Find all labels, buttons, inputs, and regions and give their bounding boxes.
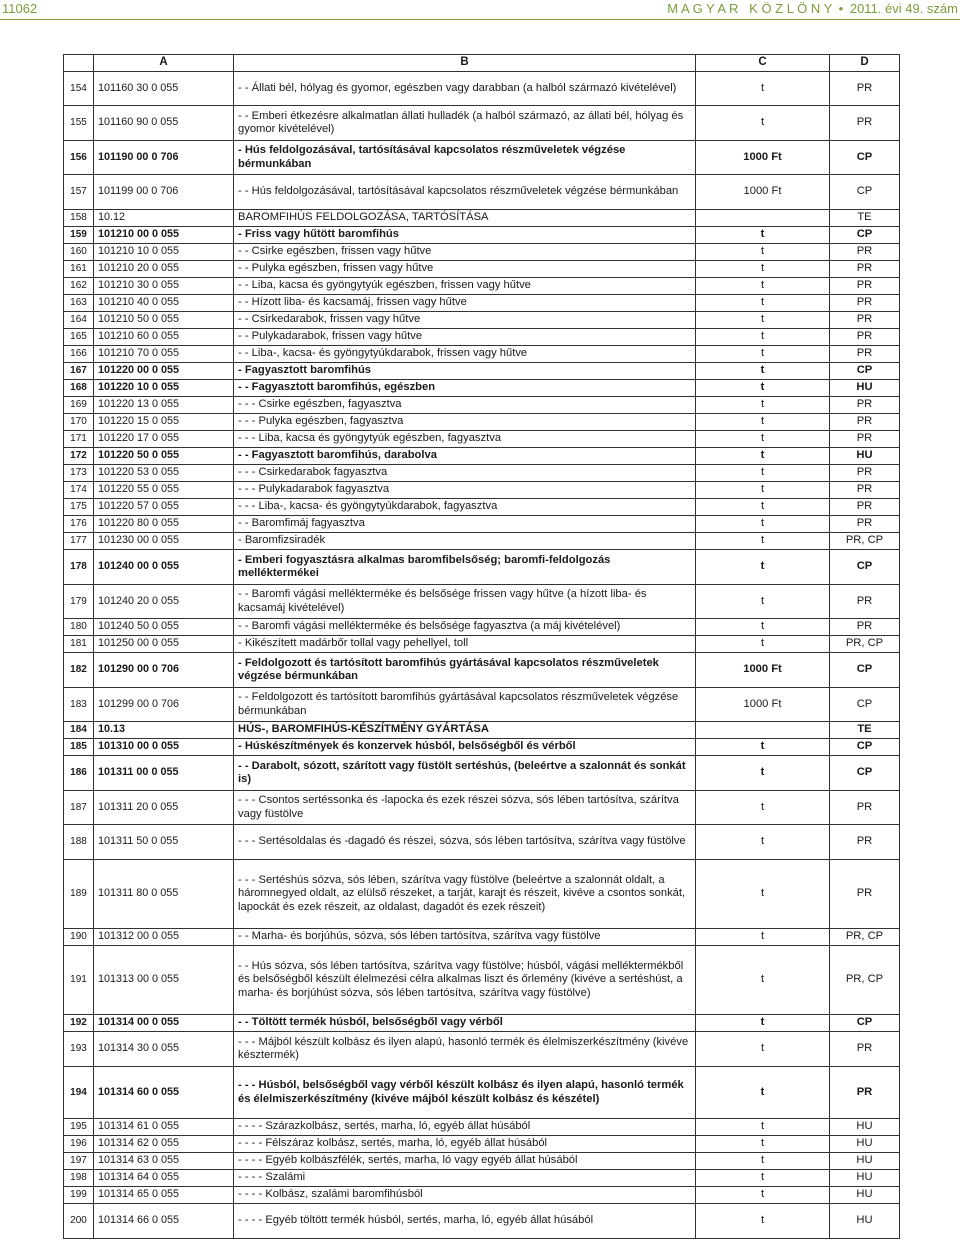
row-number: 192: [64, 1015, 94, 1032]
product-description: - - - Csirkedarabok fagyasztva: [234, 465, 696, 482]
table-row: [64, 380, 900, 397]
row-number: 189: [64, 860, 94, 929]
data-category: PR: [830, 482, 900, 499]
unit-of-measure: t: [696, 482, 830, 499]
unit-of-measure: t: [696, 380, 830, 397]
unit-of-measure: t: [696, 619, 830, 636]
unit-of-measure: t: [696, 261, 830, 278]
product-description: - - - Liba, kacsa és gyöngytyúk egészben, fagyasztva: [234, 431, 696, 448]
product-description: - - Marha- és borjúhús, sózva, sós lében tartósítva, szárítva vagy füstölve: [234, 929, 696, 946]
table-row: [64, 585, 900, 619]
data-category: CP: [830, 550, 900, 585]
row-number: 191: [64, 946, 94, 1015]
product-description: - - Feldolgozott és tartósított baromfihús gyártásával kapcsolatos részműveletek végzése bérmunkában: [234, 688, 696, 722]
row-number: 172: [64, 448, 94, 465]
product-code: 101240 50 0 055: [94, 619, 234, 636]
unit-of-measure: [696, 722, 830, 739]
product-code: 101220 00 0 055: [94, 363, 234, 380]
product-code: 101220 55 0 055: [94, 482, 234, 499]
product-description: - Hús feldolgozásával, tartósításával kapcsolatos részműveletek végzése bérmunkában: [234, 141, 696, 175]
data-category: PR: [830, 1067, 900, 1119]
data-category: CP: [830, 1015, 900, 1032]
row-number: 183: [64, 688, 94, 722]
data-category: PR: [830, 825, 900, 860]
column-header-c: C: [696, 55, 830, 72]
table-row: [64, 1170, 900, 1187]
table-row: [64, 227, 900, 244]
table-row: [64, 397, 900, 414]
product-description: - - - Pulykadarabok fagyasztva: [234, 482, 696, 499]
data-category: HU: [830, 1170, 900, 1187]
unit-of-measure: t: [696, 739, 830, 756]
product-code: 101220 17 0 055: [94, 431, 234, 448]
unit-of-measure: 1000 Ft: [696, 688, 830, 722]
table-row: [64, 1136, 900, 1153]
unit-of-measure: t: [696, 414, 830, 431]
table-row: [64, 1015, 900, 1032]
product-code: 101314 66 0 055: [94, 1204, 234, 1239]
data-category: PR: [830, 860, 900, 929]
row-number: 196: [64, 1136, 94, 1153]
product-description: - Feldolgozott és tartósított baromfihús gyártásával kapcsolatos részműveletek végzése bérmunkában: [234, 653, 696, 688]
data-category: TE: [830, 210, 900, 227]
product-description: - - - - Szalámi: [234, 1170, 696, 1187]
product-code: 101230 00 0 055: [94, 533, 234, 550]
data-category: PR: [830, 72, 900, 106]
product-description: - - - Sertésoldalas és -dagadó és részei, sózva, sós lében tartósítva, szárítva vagy füstölve: [234, 825, 696, 860]
row-number: 195: [64, 1119, 94, 1136]
product-description: - Friss vagy hűtött baromfihús: [234, 227, 696, 244]
data-category: PR: [830, 516, 900, 533]
unit-of-measure: t: [696, 278, 830, 295]
unit-of-measure: t: [696, 533, 830, 550]
table-row: [64, 722, 900, 739]
unit-of-measure: t: [696, 636, 830, 653]
data-category: CP: [830, 175, 900, 210]
row-number: 179: [64, 585, 94, 619]
table-row: [64, 499, 900, 516]
table-row: [64, 278, 900, 295]
row-number: 178: [64, 550, 94, 585]
row-number: 177: [64, 533, 94, 550]
data-category: PR: [830, 619, 900, 636]
unit-of-measure: t: [696, 1204, 830, 1239]
product-description: - - - Pulyka egészben, fagyasztva: [234, 414, 696, 431]
product-code: 101160 90 0 055: [94, 106, 234, 141]
table-row: [64, 619, 900, 636]
column-header-row: [64, 55, 900, 72]
product-description: - - Darabolt, sózott, szárított vagy füstölt sertéshús, (beleértve a szalonnát és sonkát is): [234, 756, 696, 791]
table-row: [64, 791, 900, 825]
data-category: HU: [830, 1153, 900, 1170]
unit-of-measure: t: [696, 946, 830, 1015]
table-row: [64, 465, 900, 482]
product-code: 101314 64 0 055: [94, 1170, 234, 1187]
table-row: [64, 295, 900, 312]
row-number: 182: [64, 653, 94, 688]
unit-of-measure: t: [696, 295, 830, 312]
product-code: 101190 00 0 706: [94, 141, 234, 175]
row-number: 181: [64, 636, 94, 653]
row-number: 154: [64, 72, 94, 106]
row-number: 197: [64, 1153, 94, 1170]
unit-of-measure: t: [696, 499, 830, 516]
product-code: 101311 20 0 055: [94, 791, 234, 825]
row-number: 187: [64, 791, 94, 825]
data-category: PR: [830, 397, 900, 414]
row-number: 171: [64, 431, 94, 448]
journal-title: M A G Y A R K Ö Z L Ö N Y: [667, 1, 833, 16]
product-description: - - Emberi étkezésre alkalmatlan állati hulladék (a halból származó, az állati bél, hólyag és gyomor kivételével): [234, 106, 696, 141]
data-category: CP: [830, 363, 900, 380]
product-description: - - - Csontos sertéssonka és -lapocka és ezek részei sózva, sós lében tartósítva, szárítva vagy füstölve: [234, 791, 696, 825]
product-description: - - Fagyasztott baromfihús, darabolva: [234, 448, 696, 465]
product-code: 101299 00 0 706: [94, 688, 234, 722]
row-number: 155: [64, 106, 94, 141]
product-table: [63, 54, 900, 1239]
header-blank-cell: [64, 55, 94, 72]
header-rule: [0, 19, 960, 20]
data-category: CP: [830, 756, 900, 791]
product-code: 101220 57 0 055: [94, 499, 234, 516]
product-description: - - Hús feldolgozásával, tartósításával kapcsolatos részműveletek végzése bérmunkában: [234, 175, 696, 210]
table-row: [64, 688, 900, 722]
product-description: - - Csirkedarabok, frissen vagy hűtve: [234, 312, 696, 329]
table-row: [64, 946, 900, 1015]
unit-of-measure: t: [696, 312, 830, 329]
data-category: PR, CP: [830, 636, 900, 653]
table-row: [64, 1067, 900, 1119]
table-row: [64, 1119, 900, 1136]
table-row: [64, 448, 900, 465]
row-number: 160: [64, 244, 94, 261]
table-row: [64, 929, 900, 946]
row-number: 184: [64, 722, 94, 739]
data-category: HU: [830, 448, 900, 465]
product-code: 101210 60 0 055: [94, 329, 234, 346]
unit-of-measure: t: [696, 825, 830, 860]
table-row: [64, 329, 900, 346]
product-code: 101220 80 0 055: [94, 516, 234, 533]
unit-of-measure: t: [696, 1153, 830, 1170]
bullet-separator: •: [838, 1, 844, 16]
product-code: 101210 10 0 055: [94, 244, 234, 261]
product-code: 101290 00 0 706: [94, 653, 234, 688]
table-row: [64, 175, 900, 210]
row-number: 200: [64, 1204, 94, 1239]
product-code: 101220 53 0 055: [94, 465, 234, 482]
unit-of-measure: t: [696, 106, 830, 141]
row-number: 157: [64, 175, 94, 210]
product-description: - Kikészített madárbőr tollal vagy pehellyel, toll: [234, 636, 696, 653]
product-description: - - Baromfi vágási mellékterméke és belsősége fagyasztva (a máj kivételével): [234, 619, 696, 636]
data-category: TE: [830, 722, 900, 739]
unit-of-measure: t: [696, 363, 830, 380]
unit-of-measure: t: [696, 585, 830, 619]
product-description: - - - - Félszáraz kolbász, sertés, marha, ló, egyéb állat húsából: [234, 1136, 696, 1153]
unit-of-measure: t: [696, 329, 830, 346]
data-category: PR: [830, 106, 900, 141]
product-code: 101314 63 0 055: [94, 1153, 234, 1170]
page-number: 11062: [2, 1, 38, 16]
product-code: 101313 00 0 055: [94, 946, 234, 1015]
unit-of-measure: t: [696, 860, 830, 929]
table-row: [64, 860, 900, 929]
product-description: - - - Liba-, kacsa- és gyöngytyúkdarabok, fagyasztva: [234, 499, 696, 516]
product-description: HÚS-, BAROMFIHÚS-KÉSZÍTMÉNY GYÁRTÁSA: [234, 722, 696, 739]
data-category: PR: [830, 791, 900, 825]
product-description: - Emberi fogyasztásra alkalmas baromfibelsőség; baromfi-feldolgozás melléktermékei: [234, 550, 696, 585]
row-number: 185: [64, 739, 94, 756]
unit-of-measure: t: [696, 448, 830, 465]
data-category: HU: [830, 380, 900, 397]
unit-of-measure: t: [696, 431, 830, 448]
product-code: 101160 30 0 055: [94, 72, 234, 106]
product-code: 101240 00 0 055: [94, 550, 234, 585]
unit-of-measure: t: [696, 756, 830, 791]
row-number: 166: [64, 346, 94, 363]
table-row: [64, 1153, 900, 1170]
data-category: HU: [830, 1119, 900, 1136]
product-code: 101220 13 0 055: [94, 397, 234, 414]
data-category: PR: [830, 431, 900, 448]
data-category: PR: [830, 278, 900, 295]
product-description: - - - - Egyéb töltött termék húsból, sertés, marha, ló, egyéb állat húsából: [234, 1204, 696, 1239]
issue-label: 2011. évi 49. szám: [849, 1, 958, 16]
table-row: [64, 210, 900, 227]
row-number: 198: [64, 1170, 94, 1187]
table-row: [64, 825, 900, 860]
product-description: - - Baromfi vágási mellékterméke és belsősége frissen vagy hűtve (a hízott liba- és kacsamáj kivételével): [234, 585, 696, 619]
column-header-d: D: [830, 55, 900, 72]
row-number: 158: [64, 210, 94, 227]
row-number: 163: [64, 295, 94, 312]
unit-of-measure: t: [696, 346, 830, 363]
unit-of-measure: t: [696, 1032, 830, 1067]
row-number: 168: [64, 380, 94, 397]
product-code: 101311 00 0 055: [94, 756, 234, 791]
row-number: 170: [64, 414, 94, 431]
unit-of-measure: 1000 Ft: [696, 653, 830, 688]
data-category: PR: [830, 585, 900, 619]
table-row: [64, 414, 900, 431]
product-code: 101250 00 0 055: [94, 636, 234, 653]
table-row: [64, 550, 900, 585]
table-row: [64, 312, 900, 329]
product-description: - - Csirke egészben, frissen vagy hűtve: [234, 244, 696, 261]
table-row: [64, 636, 900, 653]
unit-of-measure: t: [696, 1119, 830, 1136]
product-description: - - Hízott liba- és kacsamáj, frissen vagy hűtve: [234, 295, 696, 312]
table-row: [64, 141, 900, 175]
product-description: - - Hús sózva, sós lében tartósítva, szárítva vagy füstölve; húsból, vágási melléktermékből és belsőségből készült élelmezési célra alkalmas liszt és őrlemény (kivéve a sertéshúst, a marha- és borjúhúst sózva, sós lében tartósítva, szárítva vagy füstölve): [234, 946, 696, 1015]
table-row: [64, 261, 900, 278]
table-row: [64, 756, 900, 791]
product-description: - - - Csirke egészben, fagyasztva: [234, 397, 696, 414]
product-description: - Húskészítmények és konzervek húsból, belsőségből és vérből: [234, 739, 696, 756]
data-category: PR, CP: [830, 946, 900, 1015]
table-row: [64, 72, 900, 106]
table-row: [64, 363, 900, 380]
product-description: - - - - Egyéb kolbászfélék, sertés, marha, ló vagy egyéb állat húsából: [234, 1153, 696, 1170]
journal-heading: [667, 1, 958, 16]
table-row: [64, 533, 900, 550]
row-number: 176: [64, 516, 94, 533]
product-description: - - Pulykadarabok, frissen vagy hűtve: [234, 329, 696, 346]
unit-of-measure: t: [696, 550, 830, 585]
row-number: 169: [64, 397, 94, 414]
product-description: - - Baromfimáj fagyasztva: [234, 516, 696, 533]
product-code: 10.13: [94, 722, 234, 739]
unit-of-measure: 1000 Ft: [696, 141, 830, 175]
data-category: HU: [830, 1187, 900, 1204]
product-code: 10.12: [94, 210, 234, 227]
product-description: - - Pulyka egészben, frissen vagy hűtve: [234, 261, 696, 278]
product-code: 101210 20 0 055: [94, 261, 234, 278]
product-description: - - Töltött termék húsból, belsőségből vagy vérből: [234, 1015, 696, 1032]
table-row: [64, 1204, 900, 1239]
data-category: PR: [830, 312, 900, 329]
table-row: [64, 482, 900, 499]
product-code: 101314 65 0 055: [94, 1187, 234, 1204]
data-category: CP: [830, 227, 900, 244]
product-code: 101220 10 0 055: [94, 380, 234, 397]
product-code: 101314 60 0 055: [94, 1067, 234, 1119]
unit-of-measure: t: [696, 1170, 830, 1187]
product-code: 101210 00 0 055: [94, 227, 234, 244]
product-description: - - - - Kolbász, szalámi baromfihúsból: [234, 1187, 696, 1204]
data-category: CP: [830, 739, 900, 756]
unit-of-measure: t: [696, 1136, 830, 1153]
data-category: PR: [830, 465, 900, 482]
row-number: 190: [64, 929, 94, 946]
unit-of-measure: t: [696, 791, 830, 825]
table-body: [64, 72, 900, 1239]
product-description: - - Állati bél, hólyag és gyomor, egészben vagy darabban (a halból származó kivételével): [234, 72, 696, 106]
unit-of-measure: t: [696, 516, 830, 533]
column-header-a: A: [94, 55, 234, 72]
unit-of-measure: t: [696, 244, 830, 261]
data-category: PR, CP: [830, 929, 900, 946]
data-category: PR: [830, 499, 900, 516]
product-code: 101240 20 0 055: [94, 585, 234, 619]
data-category: PR: [830, 346, 900, 363]
data-category: PR: [830, 244, 900, 261]
page-header: [0, 0, 960, 20]
product-code: 101210 30 0 055: [94, 278, 234, 295]
product-code: 101312 00 0 055: [94, 929, 234, 946]
row-number: 188: [64, 825, 94, 860]
data-category: CP: [830, 141, 900, 175]
row-number: 156: [64, 141, 94, 175]
data-category: PR: [830, 329, 900, 346]
unit-of-measure: t: [696, 397, 830, 414]
product-code: 101311 50 0 055: [94, 825, 234, 860]
product-code: 101314 61 0 055: [94, 1119, 234, 1136]
row-number: 167: [64, 363, 94, 380]
data-category: PR: [830, 261, 900, 278]
product-description: BAROMFIHÚS FELDOLGOZÁSA, TARTÓSÍTÁSA: [234, 210, 696, 227]
unit-of-measure: t: [696, 465, 830, 482]
table-row: [64, 346, 900, 363]
row-number: 186: [64, 756, 94, 791]
product-description: - - Liba-, kacsa- és gyöngytyúkdarabok, frissen vagy hűtve: [234, 346, 696, 363]
data-category: CP: [830, 653, 900, 688]
product-description: - - - Sertéshús sózva, sós lében, szárítva vagy füstölve (beleértve a szalonnát oldalt, a háromnegyed oldalt, az elülső részeket, a tarját, karajt és részeit, kivéve a csontos sonkát, lapockát és ezek részeit, az oldalast, dagadót és ezek részeit): [234, 860, 696, 929]
row-number: 162: [64, 278, 94, 295]
product-description: - - Liba, kacsa és gyöngytyúk egészben, frissen vagy hűtve: [234, 278, 696, 295]
unit-of-measure: t: [696, 1015, 830, 1032]
data-category: CP: [830, 688, 900, 722]
product-description: - - - - Szárazkolbász, sertés, marha, ló, egyéb állat húsából: [234, 1119, 696, 1136]
row-number: 159: [64, 227, 94, 244]
product-code: 101314 00 0 055: [94, 1015, 234, 1032]
unit-of-measure: t: [696, 1067, 830, 1119]
table-row: [64, 739, 900, 756]
unit-of-measure: 1000 Ft: [696, 175, 830, 210]
row-number: 193: [64, 1032, 94, 1067]
product-description: - - - Húsból, belsőségből vagy vérből készült kolbász és ilyen alapú, hasonló termék és élelmiszerkészítmény (kivéve májból készült kolbász és készétel): [234, 1067, 696, 1119]
data-category: PR, CP: [830, 533, 900, 550]
table-row: [64, 653, 900, 688]
product-code: 101310 00 0 055: [94, 739, 234, 756]
row-number: 194: [64, 1067, 94, 1119]
table-row: [64, 431, 900, 448]
data-category: HU: [830, 1136, 900, 1153]
product-code: 101311 80 0 055: [94, 860, 234, 929]
unit-of-measure: [696, 210, 830, 227]
row-number: 161: [64, 261, 94, 278]
unit-of-measure: t: [696, 227, 830, 244]
table-row: [64, 1032, 900, 1067]
unit-of-measure: t: [696, 929, 830, 946]
table-row: [64, 244, 900, 261]
row-number: 175: [64, 499, 94, 516]
product-description: - - - Májból készült kolbász és ilyen alapú, hasonló termék és élelmiszerkészítmény (kivéve késztermék): [234, 1032, 696, 1067]
row-number: 199: [64, 1187, 94, 1204]
data-category: PR: [830, 1032, 900, 1067]
unit-of-measure: t: [696, 1187, 830, 1204]
product-code: 101210 40 0 055: [94, 295, 234, 312]
product-description: - Baromfizsiradék: [234, 533, 696, 550]
unit-of-measure: t: [696, 72, 830, 106]
row-number: 180: [64, 619, 94, 636]
product-description: - Fagyasztott baromfihús: [234, 363, 696, 380]
row-number: 173: [64, 465, 94, 482]
product-code: 101314 30 0 055: [94, 1032, 234, 1067]
table-row: [64, 1187, 900, 1204]
product-code: 101220 50 0 055: [94, 448, 234, 465]
row-number: 165: [64, 329, 94, 346]
product-code: 101220 15 0 055: [94, 414, 234, 431]
table-row: [64, 516, 900, 533]
data-category: HU: [830, 1204, 900, 1239]
row-number: 164: [64, 312, 94, 329]
product-code: 101210 70 0 055: [94, 346, 234, 363]
product-code: 101314 62 0 055: [94, 1136, 234, 1153]
product-description: - - Fagyasztott baromfihús, egészben: [234, 380, 696, 397]
data-category: PR: [830, 414, 900, 431]
column-header-b: B: [234, 55, 696, 72]
product-code: 101210 50 0 055: [94, 312, 234, 329]
data-category: PR: [830, 295, 900, 312]
table-row: [64, 106, 900, 141]
row-number: 174: [64, 482, 94, 499]
product-code: 101199 00 0 706: [94, 175, 234, 210]
